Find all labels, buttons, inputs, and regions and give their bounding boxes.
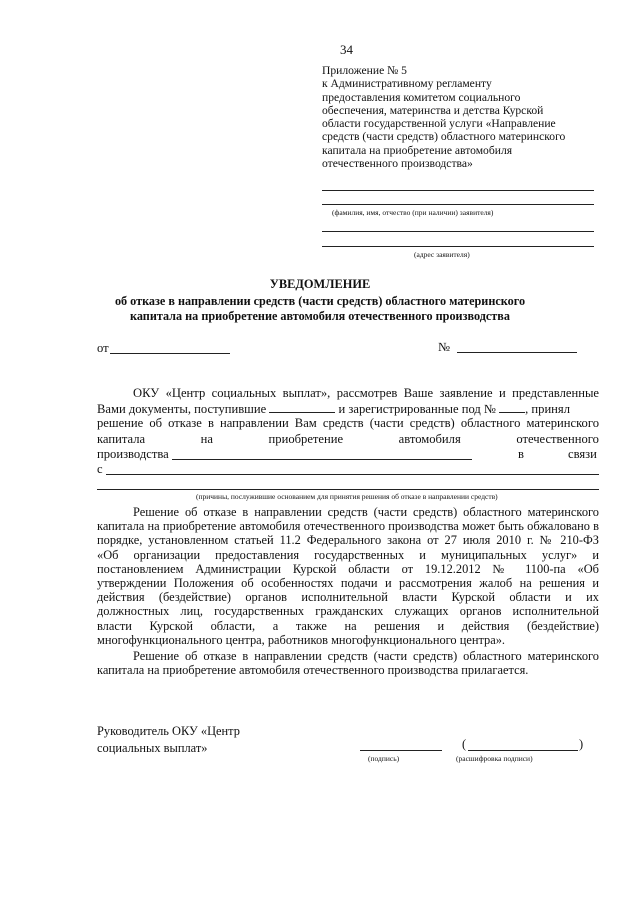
body-word: автомобиля (398, 432, 461, 446)
appendix-line: обеспечения, материнства и детства Курской (322, 103, 544, 117)
applicant-address-line (322, 231, 594, 232)
applicant-address-line (322, 246, 594, 247)
body-line: капитала на приобретение автомобиля отечественного производства может быть обжаловано в (97, 519, 599, 534)
signer-title: Руководитель ОКУ «Центр (97, 724, 240, 738)
appendix-block (322, 64, 612, 170)
body-word: капитала (97, 432, 146, 446)
appeal-paragraph (97, 505, 599, 647)
appendix-line: отечественного производства» (322, 157, 473, 171)
paren-close: ) (579, 737, 584, 751)
body-line: порядке, установленном статьей 11.2 Федерального закона от 27 июля 2010 г. № 210-ФЗ (97, 533, 599, 548)
body-line: решение об отказе в направлении Вам средств (части средств) областного материнского (97, 416, 599, 430)
body-text: , принял (525, 402, 570, 416)
page-number: 34 (340, 42, 353, 57)
body-line: Решение об отказе в направлении средств (части средств) областного материнского (133, 505, 599, 519)
received-date-field (269, 401, 335, 413)
body-line: ОКУ «Центр социальных выплат», рассмотрев Ваше заявление и представленные (133, 386, 599, 400)
body-word: приобретение (268, 432, 344, 446)
signature-field (360, 750, 442, 751)
body-text: с (97, 462, 103, 476)
registration-number-field (499, 401, 525, 413)
signature-caption: (подпись) (368, 754, 400, 763)
date-label: от (97, 341, 109, 355)
appendix-line: предоставления комитетом социального (322, 90, 521, 104)
reason-caption: (причины, послужившие основанием для принятия решения об отказе в направлении средств) (196, 492, 498, 501)
body-line: многофункционального центра, работников многофункционального центра». (97, 632, 506, 647)
body-line: действия (бездействие) органов исполнительной власти Курской области и их (97, 590, 599, 605)
applicant-name-line (322, 204, 594, 205)
appendix-line: средств (части средств) областного материнского (322, 130, 566, 144)
body-line: «Об организации предоставления государственных и муниципальных услуг» и (97, 547, 599, 562)
body-line: постановлением Администрации Курской области от 19.12.2012 № 1100-па «Об (97, 561, 599, 576)
body-word: на (200, 432, 213, 446)
signer-title: социальных выплат» (97, 741, 208, 755)
appendix-line: области государственной услуги «Направление (322, 117, 556, 131)
body-word: отечественного (516, 432, 599, 446)
attachment-paragraph (97, 649, 599, 677)
document-title: УВЕДОМЛЕНИЕ (269, 277, 371, 291)
body-text: и зарегистрированные под № (338, 402, 496, 416)
body-text: в (518, 447, 524, 461)
body-line: Решение об отказе в направлении средств (части средств) областного материнского (133, 649, 599, 663)
applicant-name-caption: (фамилия, имя, отчество (при наличии) заявителя) (332, 208, 494, 217)
body-text: связи (568, 447, 597, 461)
appendix-line: капитала на приобретение автомобиля (322, 143, 513, 157)
applicant-address-caption: (адрес заявителя) (414, 250, 470, 259)
paren-open: ( (462, 737, 467, 751)
date-field (110, 353, 230, 354)
body-line: утверждении Положения об особенностях подачи и рассмотрения жалоб на решения и (97, 576, 599, 591)
document-subtitle: капитала на приобретение автомобиля отечественного производства (130, 309, 510, 323)
body-line (97, 432, 599, 447)
body-line: капитала на приобретение автомобиля отечественного производства прилагается. (97, 663, 529, 678)
body-text: Вами документы, поступившие (97, 402, 267, 416)
appendix-line: Приложение № 5 (322, 64, 407, 77)
appendix-line: к Административному регламенту (322, 77, 492, 91)
signature-decoding-field (468, 750, 578, 751)
body-line (97, 401, 570, 417)
body-line: власти Курской области, а также на решения и действия (бездействие) (97, 618, 599, 633)
reason-field (106, 474, 599, 475)
body-line: должностных лиц, государственных гражданских служащих органов исполнительной (97, 604, 599, 619)
number-label: № (438, 340, 451, 354)
body-text: производства (97, 447, 169, 461)
reason-field (97, 489, 599, 490)
document-subtitle: об отказе в направлении средств (части средств) областного материнского (114, 294, 526, 308)
number-field (457, 352, 577, 353)
applicant-line (322, 190, 594, 191)
signature-decoding-caption: (расшифровка подписи) (456, 754, 533, 763)
reason-field (172, 459, 472, 460)
